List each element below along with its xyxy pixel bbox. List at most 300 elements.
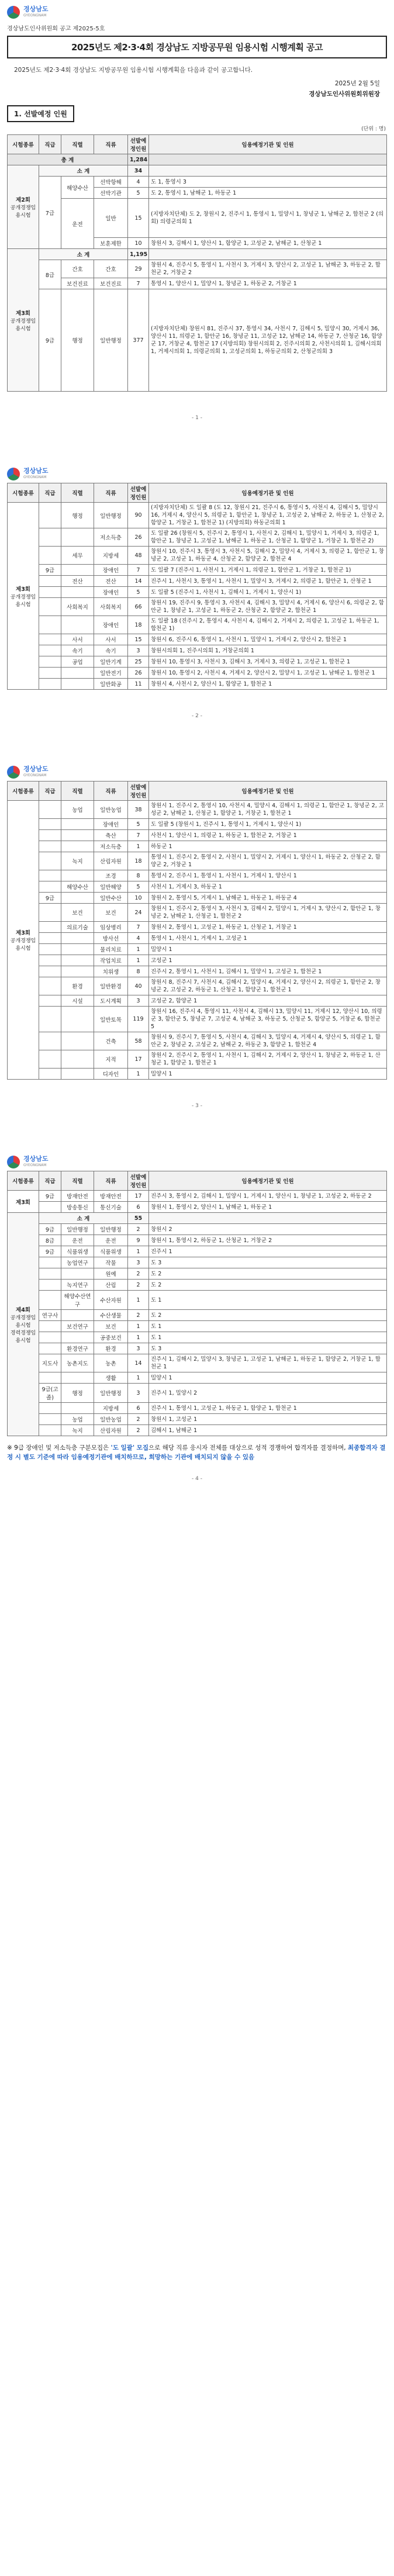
grade-cell — [39, 1257, 61, 1268]
kind-cell: 일반화공 — [94, 679, 128, 690]
series-cell — [61, 870, 94, 881]
grade-cell — [39, 1403, 61, 1414]
count-cell: 6 — [128, 1403, 149, 1414]
series-cell — [61, 1268, 94, 1280]
detail-cell: 창원시 1, 진주시 2, 통영시 3, 사천시 3, 김해시 2, 밀양시 1, 거제시 3, 양산시 2, 함안군 1, 창녕군 2, 남해군 1, 산청군 1, 합천군 2 — [149, 904, 387, 922]
header-kind: 직류 — [94, 1171, 128, 1191]
table-row — [8, 199, 387, 238]
kind-cell: 장애인 — [94, 565, 128, 576]
detail-cell: 도 일괄 18 (진주시 2, 통영시 4, 사천시 4, 김해시 2, 거제시 2, 의령군 1, 고성군 1, 하동군 1, 합천군 1) — [149, 616, 387, 634]
table-row — [8, 1414, 387, 1425]
series-cell: 녹지 — [61, 852, 94, 870]
detail-cell: 밀양시 1 — [149, 1069, 387, 1080]
table-row — [8, 289, 387, 392]
header-logo — [0, 0, 394, 19]
count-cell: 3 — [128, 1257, 149, 1268]
grade-cell: 8급 — [39, 260, 61, 289]
page-number: - 1 - — [192, 415, 202, 421]
grade-cell — [39, 528, 61, 547]
table-row — [8, 830, 387, 841]
kind-cell: 물리치료 — [94, 944, 128, 955]
count-cell: 2 — [128, 1280, 149, 1291]
kind-cell: 환경 — [94, 1343, 128, 1354]
header-grade: 직급 — [39, 483, 61, 503]
series-cell: 해양수산 — [61, 881, 94, 893]
count-cell: 6 — [128, 1202, 149, 1213]
kind-cell: 전산 — [94, 576, 128, 587]
grade-cell — [39, 830, 61, 841]
grade-cell — [39, 616, 61, 634]
count-cell: 1 — [128, 1069, 149, 1080]
grade-cell — [39, 995, 61, 1007]
detail-cell: 창원시 4, 사천시 2, 양산시 1, 함양군 1, 합천군 1 — [149, 679, 387, 690]
table-row — [8, 1310, 387, 1321]
table-row — [8, 1202, 387, 1213]
grade-cell — [39, 904, 61, 922]
kind-cell: 일반수산 — [94, 893, 128, 904]
table-row — [8, 1343, 387, 1354]
detail-cell: 진주시 1, 밀양시 2 — [149, 1384, 387, 1403]
grade-cell — [39, 955, 61, 966]
notice-date: 2025년 2월 5일 — [334, 80, 380, 87]
logo-name: 경상남도 — [23, 5, 49, 13]
recruitment-table-page4 — [7, 1171, 387, 1436]
count-cell: 10 — [128, 238, 149, 249]
table-row — [8, 1332, 387, 1343]
count-cell: 7 — [128, 922, 149, 933]
detail-cell: 창원시 1, 고성군 1 — [149, 1414, 387, 1425]
header-detail: 임용예정기관 및 인원 — [149, 483, 387, 503]
series-cell — [61, 830, 94, 841]
detail-cell: 김해시 1, 남해군 1 — [149, 1425, 387, 1436]
intro-text: 2025년도 제2·3·4회 경상남도 지방공무원 임용시험 시행계획을 다음과 같이 공고합니다. — [14, 67, 253, 74]
series-cell: 환경 — [61, 977, 94, 995]
header-series: 직렬 — [61, 1171, 94, 1191]
header-exam-type: 시험종류 — [8, 1171, 39, 1191]
grade-cell — [39, 1007, 61, 1032]
kind-cell: 일반토목 — [94, 1007, 128, 1032]
table-row — [8, 1224, 387, 1235]
kind-cell: 방재안전 — [94, 1191, 128, 1202]
detail-cell: (지방자치단체) 창원시 81, 진주시 37, 통영시 34, 사천시 7, 김해시 5, 밀양시 30, 거제시 36, 양산시 11, 의령군 1, 함안군 16, 창녕군 11, 고성군 12, 남해군 14, 하동군 7, 산청군 16, 함양군 17, 거창군 4, 합천군 17 (지방의회) 창원시의회 2, 진주시의회 2, 사천시의회 1, 김해시의회 1, 거제시의회 1, 의령군의회 1, 고성군의회 1, 하동군의회 2, 산청군의회 3 — [149, 289, 387, 392]
round2-label: 제2회 공개경쟁임용시험 — [8, 165, 39, 249]
series-cell: 방재안전 — [61, 1191, 94, 1202]
series-cell — [61, 819, 94, 830]
detail-cell: 도 1 — [149, 1291, 387, 1310]
grade-cell: 9급 — [39, 1191, 61, 1202]
count-cell: 17 — [128, 1050, 149, 1069]
kind-cell: 임상병리 — [94, 922, 128, 933]
header-detail: 임용예정기관 및 인원 — [149, 135, 387, 154]
table-row — [8, 587, 387, 598]
logo-name: 경상남도 — [23, 467, 49, 475]
detail-cell: 고성군 1 — [149, 955, 387, 966]
count-cell: 26 — [128, 528, 149, 547]
count-cell: 29 — [128, 260, 149, 278]
kind-cell: 간호 — [94, 260, 128, 278]
header-series: 직렬 — [61, 135, 94, 154]
table-row — [8, 1384, 387, 1403]
series-cell: 세무 — [61, 547, 94, 565]
grade-cell: 연구사 — [39, 1310, 61, 1321]
count-cell: 7 — [128, 278, 149, 289]
gyeongnam-logo-icon — [7, 6, 20, 19]
table-row — [8, 1069, 387, 1080]
grade-cell — [39, 503, 61, 528]
issuer: 경상남도인사위원회위원장 — [309, 91, 380, 98]
detail-cell: 창원시의회 1, 진주시의회 1, 거창군의회 1 — [149, 645, 387, 656]
grade-cell — [39, 1372, 61, 1384]
count-cell: 9 — [128, 1235, 149, 1246]
count-cell: 66 — [128, 598, 149, 616]
count-cell: 7 — [128, 565, 149, 576]
detail-cell: 도 2 — [149, 1268, 387, 1280]
kind-cell: 선박항해 — [94, 177, 128, 188]
kind-cell: 축산 — [94, 830, 128, 841]
series-cell — [61, 1403, 94, 1414]
count-cell: 10 — [128, 893, 149, 904]
table-header-row — [8, 483, 387, 503]
count-cell: 1 — [128, 1332, 149, 1343]
page-number: - 3 - — [192, 1103, 202, 1109]
detail-cell: 도 1 — [149, 1332, 387, 1343]
table-row — [8, 1032, 387, 1050]
count-cell: 119 — [128, 1007, 149, 1032]
detail-cell: 사천시 1, 거제시 3, 하동군 1 — [149, 881, 387, 893]
logo-sub: GYEONGNAM — [23, 13, 47, 18]
grade-cell: 9급 — [39, 1246, 61, 1257]
detail-cell: 진주시 1 — [149, 1246, 387, 1257]
table-row — [8, 933, 387, 944]
grade-cell — [39, 547, 61, 565]
kind-cell: 원예 — [94, 1268, 128, 1280]
detail-cell: 도 일괄 7 (진주시 1, 사천시 1, 거제시 1, 의령군 1, 함안군 1, 거창군 1, 합천군 1) — [149, 565, 387, 576]
grade-cell: 9급 — [39, 893, 61, 904]
count-cell: 1 — [128, 1372, 149, 1384]
count-cell: 3 — [128, 1384, 149, 1403]
series-cell — [61, 1032, 94, 1050]
table-row — [8, 944, 387, 955]
grade-cell — [39, 1069, 61, 1080]
grade-cell — [39, 1332, 61, 1343]
round4-subtotal-value: 55 — [128, 1213, 149, 1224]
table-row — [8, 955, 387, 966]
kind-cell: 도시계획 — [94, 995, 128, 1007]
count-cell: 3 — [128, 995, 149, 1007]
header-grade: 직급 — [39, 135, 61, 154]
section-title: 1. 선발예정 인원 — [7, 105, 74, 122]
table-row — [8, 547, 387, 565]
grade-cell — [39, 1321, 61, 1332]
logo-sub: GYEONGNAM — [23, 1163, 47, 1167]
round2-subtotal-label: 소 계 — [39, 165, 128, 177]
grade-cell — [39, 977, 61, 995]
round3-subtotal-row — [8, 249, 387, 260]
logo-sub: GYEONGNAM — [23, 475, 47, 479]
series-cell: 방송통신 — [61, 1202, 94, 1213]
table-row — [8, 260, 387, 278]
kind-cell: 산림자원 — [94, 1425, 128, 1436]
series-cell — [61, 1310, 94, 1321]
kind-cell: 장애인 — [94, 616, 128, 634]
recruitment-table-page1 — [7, 134, 387, 392]
count-cell: 15 — [128, 199, 149, 238]
detail-cell: 도 2 — [149, 1310, 387, 1321]
detail-cell: 도 일괄 5 (진주시 1, 사천시 1, 김해시 1, 거제시 1, 양산시 1) — [149, 587, 387, 598]
table-row — [8, 1291, 387, 1310]
header-logo — [0, 1150, 394, 1168]
page-number: - 2 - — [192, 713, 202, 719]
detail-cell: 고성군 2, 함양군 1 — [149, 995, 387, 1007]
header-count: 선발예정인원 — [128, 135, 149, 154]
count-cell: 5 — [128, 819, 149, 830]
count-cell: 3 — [128, 1343, 149, 1354]
grade-cell — [39, 634, 61, 645]
count-cell: 2 — [128, 1310, 149, 1321]
grade-cell — [39, 801, 61, 819]
kind-cell: 일반전기 — [94, 668, 128, 679]
series-cell: 공업 — [61, 656, 94, 668]
series-cell: 행정 — [61, 289, 94, 392]
table-row — [8, 966, 387, 977]
header-exam-type: 시험종류 — [8, 782, 39, 801]
grade-cell: 8급 — [39, 1235, 61, 1246]
table-header-row — [8, 135, 387, 154]
kind-cell: 보건 — [94, 904, 128, 922]
count-cell: 1 — [128, 841, 149, 852]
table-row — [8, 995, 387, 1007]
grade-cell — [39, 881, 61, 893]
kind-cell: 작업치료 — [94, 955, 128, 966]
header-logo — [0, 760, 394, 779]
header-logo — [0, 462, 394, 480]
detail-cell: 도 3 — [149, 1343, 387, 1354]
count-cell: 90 — [128, 503, 149, 528]
kind-cell: 장애인 — [94, 587, 128, 598]
series-cell — [61, 587, 94, 598]
grade-cell — [39, 819, 61, 830]
kind-cell: 생활 — [94, 1372, 128, 1384]
count-cell: 5 — [128, 881, 149, 893]
detail-cell: 도 일괄 5 (창원시 1, 진주시 1, 통영시 1, 거제시 1, 양산시 1) — [149, 819, 387, 830]
header-kind: 직류 — [94, 135, 128, 154]
header-count: 선발예정인원 — [128, 1171, 149, 1191]
grade-cell — [39, 1280, 61, 1291]
detail-cell: 진주시 2, 통영시 1, 사천시 1, 김해시 1, 밀양시 1, 고성군 1, 합천군 1 — [149, 966, 387, 977]
logo-sub: GYEONGNAM — [23, 773, 47, 777]
detail-cell: 창원시 16, 진주시 4, 통영시 11, 사천시 4, 김해시 13, 밀양시 11, 거제시 12, 양산시 10, 의령군 3, 함안군 5, 창녕군 7, 고성군 4, 남해군 3, 하동군 5, 산청군 5, 함양군 5, 거창군 6, 합천군 5 — [149, 1007, 387, 1032]
table-header-row — [8, 782, 387, 801]
detail-cell: 창원시 10, 통영시 3, 사천시 3, 김해시 3, 거제시 3, 의령군 1, 고성군 1, 합천군 1 — [149, 656, 387, 668]
detail-cell: 진주시 3, 통영시 2, 김해시 1, 밀양시 1, 거제시 1, 양산시 1, 창녕군 1, 고성군 2, 하동군 2 — [149, 1191, 387, 1202]
header-series: 직렬 — [61, 483, 94, 503]
kind-cell: 일반행정 — [94, 1384, 128, 1403]
series-cell — [61, 966, 94, 977]
kind-cell: 지적 — [94, 1050, 128, 1069]
table-row — [8, 881, 387, 893]
series-cell: 시설 — [61, 995, 94, 1007]
count-cell: 377 — [128, 289, 149, 392]
kind-cell: 저소득층 — [94, 528, 128, 547]
grade-cell — [39, 1414, 61, 1425]
series-cell: 행정 — [61, 1384, 94, 1403]
series-cell: 보건진료 — [61, 278, 94, 289]
grade-cell — [39, 645, 61, 656]
grade-cell — [39, 1202, 61, 1213]
table-row — [8, 922, 387, 933]
kind-cell: 일반행정 — [94, 289, 128, 392]
footnote: ※ 9급 장애인 및 저소득층 구분모집은 '도 일괄' 모집으로 해당 직류 응시자 전체를 대상으로 성적 경쟁하여 합격자를 결정하며, 최종합격자 결정 시 별도 기준에 따라 임용예정기관에 배치하므로, 희망하는 기관에 배치되지 않을 수 있음 — [7, 1444, 386, 1461]
detail-cell: 통영시 2, 진주시 1, 통영시 1, 사천시 1, 거제시 1, 양산시 1 — [149, 870, 387, 881]
kind-cell: 통신기술 — [94, 1202, 128, 1213]
detail-cell: 통영시 1, 진주시 2, 통영시 2, 사천시 1, 밀양시 2, 거제시 1, 양산시 1, 하동군 2, 산청군 2, 함양군 2, 거창군 1 — [149, 852, 387, 870]
detail-cell: 도 2 — [149, 1280, 387, 1291]
grade-cell — [39, 933, 61, 944]
table-row — [8, 841, 387, 852]
grade-cell — [39, 1343, 61, 1354]
series-cell: 간호 — [61, 260, 94, 278]
kind-cell: 일반행정 — [94, 503, 128, 528]
series-cell: 속기 — [61, 645, 94, 656]
detail-cell: 진주시 1, 김해시 2, 밀양시 3, 창녕군 1, 고성군 1, 남해군 1, 하동군 1, 함양군 2, 거창군 1, 합천군 1 — [149, 1354, 387, 1372]
series-cell: 식품위생 — [61, 1246, 94, 1257]
gyeongnam-logo-icon — [7, 766, 20, 779]
detail-cell: 도 3 — [149, 1257, 387, 1268]
grade-cell — [39, 1291, 61, 1310]
kind-cell: 일반기계 — [94, 656, 128, 668]
count-cell: 25 — [128, 656, 149, 668]
series-cell: 환경연구 — [61, 1343, 94, 1354]
table-row — [8, 1425, 387, 1436]
round2-subtotal-value: 34 — [128, 165, 149, 177]
table-row — [8, 1246, 387, 1257]
series-cell: 농업연구 — [61, 1257, 94, 1268]
table-row — [8, 852, 387, 870]
series-cell — [61, 1007, 94, 1032]
count-cell: 18 — [128, 852, 149, 870]
series-cell — [61, 1069, 94, 1080]
detail-cell: 밀양시 1 — [149, 1372, 387, 1384]
detail-cell: 도 일괄 26 (창원시 5, 진주시 2, 통영시 1, 사천시 2, 김해시 1, 밀양시 1, 거제시 3, 의령군 1, 함안군 1, 창녕군 1, 고성군 1, 남해군 1, 하동군 1, 산청군 1, 함양군 1, 거창군 1, 합천군 2) — [149, 528, 387, 547]
grade-cell — [39, 1050, 61, 1069]
gyeongnam-logo-icon — [7, 1156, 20, 1168]
detail-cell: 창원시 1, 진주시 2, 통영시 10, 사천시 4, 밀양시 4, 김해시 1, 의령군 1, 함안군 1, 창녕군 2, 고성군 2, 남해군 1, 산청군 1, 함양군 1, 거창군 1, 합천군 1 — [149, 801, 387, 819]
series-cell — [61, 1050, 94, 1069]
count-cell: 5 — [128, 587, 149, 598]
series-cell: 해양수산 — [61, 177, 94, 199]
grand-total-row — [8, 154, 387, 165]
grade-cell — [39, 1032, 61, 1050]
round3-subtotal-label: 소 계 — [39, 249, 128, 260]
header-kind: 직류 — [94, 782, 128, 801]
header-detail: 임용예정기관 및 인원 — [149, 782, 387, 801]
series-cell: 운전 — [61, 1235, 94, 1246]
series-cell: 운전 — [61, 199, 94, 249]
detail-cell: 하동군 1 — [149, 841, 387, 852]
grade-cell: 지도사 — [39, 1354, 61, 1372]
count-cell: 3 — [128, 645, 149, 656]
kind-cell: 운전 — [94, 1235, 128, 1246]
round2-subtotal-row — [8, 165, 387, 177]
count-cell: 8 — [128, 966, 149, 977]
count-cell: 48 — [128, 547, 149, 565]
kind-cell: 산림 — [94, 1280, 128, 1291]
series-cell: 행정 — [61, 503, 94, 528]
count-cell: 2 — [128, 1268, 149, 1280]
table-row — [8, 1372, 387, 1384]
kind-cell: 수산자원 — [94, 1291, 128, 1310]
kind-cell: 일반 — [94, 199, 128, 238]
round4-subtotal-label: 소 계 — [39, 1213, 128, 1224]
table-row — [8, 503, 387, 528]
detail-cell: 창원시 1, 통영시 2, 하동군 1, 산청군 1, 거창군 2 — [149, 1235, 387, 1246]
table-row — [8, 576, 387, 587]
gyeongnam-logo-icon — [7, 468, 20, 480]
table-row — [8, 1354, 387, 1372]
count-cell: 40 — [128, 977, 149, 995]
kind-cell: 공중보건 — [94, 1332, 128, 1343]
table-row — [8, 177, 387, 188]
header-grade: 직급 — [39, 1171, 61, 1191]
round-label: 제3회 공개경쟁임용시험 — [8, 503, 39, 690]
kind-cell: 건축 — [94, 1032, 128, 1050]
table-row — [8, 1257, 387, 1268]
series-cell — [61, 616, 94, 634]
grade-cell: 9급(고졸) — [39, 1384, 61, 1403]
round3-label: 제3회 공개경쟁임용시험 — [8, 249, 39, 392]
kind-cell: 사회복지 — [94, 598, 128, 616]
count-cell: 1 — [128, 1291, 149, 1310]
series-cell — [61, 565, 94, 576]
table-row — [8, 278, 387, 289]
round3-subtotal-value: 1,195 — [128, 249, 149, 260]
count-cell: 26 — [128, 668, 149, 679]
grade-cell — [39, 1425, 61, 1436]
table-row — [8, 1321, 387, 1332]
detail-cell: 도 1 — [149, 1321, 387, 1332]
kind-cell: 작물 — [94, 1257, 128, 1268]
header-grade: 직급 — [39, 782, 61, 801]
count-cell: 8 — [128, 870, 149, 881]
table-row — [8, 870, 387, 881]
table-header-row — [8, 1171, 387, 1191]
detail-cell: 창원시 6, 진주시 6, 통영시 1, 사천시 1, 밀양시 1, 거제시 2, 양산시 2, 합천군 1 — [149, 634, 387, 645]
count-cell: 18 — [128, 616, 149, 634]
grade-cell — [39, 587, 61, 598]
detail-cell: 창원시 2, 통영시 5, 거제시 1, 남해군 1, 하동군 1, 하동군 4 — [149, 893, 387, 904]
table-row — [8, 904, 387, 922]
series-cell — [61, 944, 94, 955]
kind-cell: 일반환경 — [94, 977, 128, 995]
count-cell: 2 — [128, 1425, 149, 1436]
kind-cell: 농촌 — [94, 1354, 128, 1372]
kind-cell: 장애인 — [94, 819, 128, 830]
table-row — [8, 801, 387, 819]
table-row — [8, 819, 387, 830]
grade-cell: 9급 — [39, 289, 61, 392]
kind-cell: 일반농업 — [94, 801, 128, 819]
detail-cell: 창원시 3, 김해시 1, 양산시 1, 함양군 1, 고성군 2, 남해군 1, 산청군 1 — [149, 238, 387, 249]
header-exam-type: 시험종류 — [8, 135, 39, 154]
round-label: 제3회 공개경쟁임용시험 — [8, 801, 39, 1080]
detail-cell: 사천시 1, 양산시 1, 의령군 1, 하동군 1, 합천군 2, 거창군 1 — [149, 830, 387, 841]
table-row — [8, 977, 387, 995]
series-cell: 해양수산연구 — [61, 1291, 94, 1310]
series-cell: 의료기술 — [61, 922, 94, 933]
count-cell: 7 — [128, 830, 149, 841]
table-row — [8, 616, 387, 634]
series-cell: 농촌지도 — [61, 1354, 94, 1372]
